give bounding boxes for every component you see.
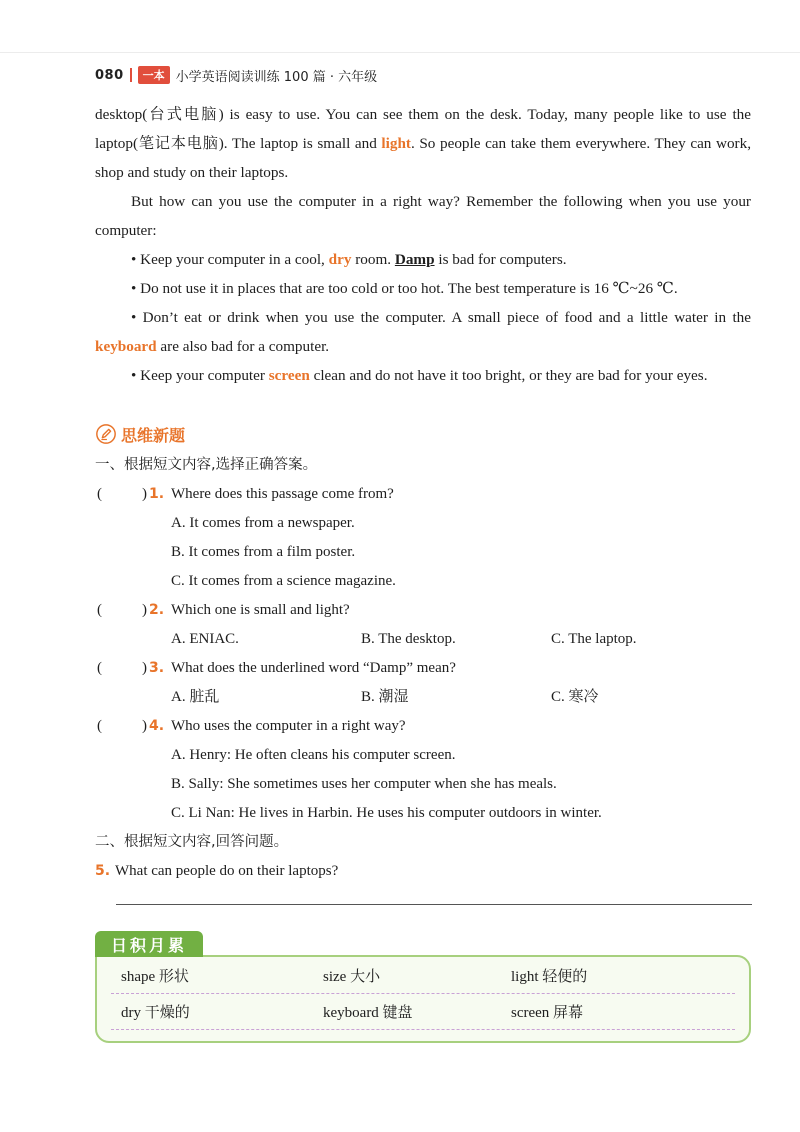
vocab-item: light 轻便的 xyxy=(511,969,588,985)
reading-passage xyxy=(95,100,751,390)
part1-heading: 一、根据短文内容,选择正确答案。 xyxy=(95,457,318,473)
bullet-item-4: • Keep your computer screen clean and do not have it too bright, or they are bad for your eyes. xyxy=(131,367,708,384)
option-1a: A. It comes from a newspaper. xyxy=(171,515,355,531)
passage-paragraph-1: desktop(台式电脑) is easy to use. You can see them on the desk. Today, many people like to use the laptop(笔记本电脑). The laptop is small and light. So people can take them everywhere. They can work, shop and study on their laptops. xyxy=(95,106,752,181)
page-header xyxy=(95,64,377,86)
question-text: What can people do on their laptops? xyxy=(115,863,339,879)
vocab-item: screen 屏幕 xyxy=(511,1005,584,1021)
underlined-word-damp: Damp xyxy=(394,251,435,268)
section-title xyxy=(95,421,185,447)
vocab-item: size 大小 xyxy=(323,969,381,985)
option-3c: C. 寒冷 xyxy=(551,689,599,705)
question-1: ( ) 1. Where does this passage come from? xyxy=(95,480,755,509)
question-number: 4. xyxy=(149,718,165,734)
option-1b: B. It comes from a film poster. xyxy=(171,544,356,560)
question-number: 2. xyxy=(149,602,165,618)
pen-circle-icon xyxy=(95,423,117,445)
keyword-light: light xyxy=(381,135,411,152)
vocabulary-box xyxy=(95,931,751,1043)
passage-paragraph-2: But how can you use the computer in a right way? Remember the following when you use your computer: xyxy=(95,193,751,239)
vocab-row xyxy=(111,997,735,1030)
question-text: What does the underlined word “Damp” mean? xyxy=(171,660,456,676)
option-4b: B. Sally: She sometimes uses her computer when she has meals. xyxy=(171,776,557,792)
question-3: ( ) 3. What does the underlined word “Damp” mean? xyxy=(95,654,755,683)
keyword-screen: screen xyxy=(268,367,310,384)
vocabulary-panel xyxy=(95,955,751,1043)
option-2b: B. The desktop. xyxy=(361,631,456,647)
option-2a: A. ENIAC. xyxy=(171,631,239,647)
vocabulary-title: 日积月累 xyxy=(95,931,203,957)
question-number: 3. xyxy=(149,660,165,676)
question-number: 1. xyxy=(149,486,165,502)
bullet-item-3: • Don’t eat or drink when you use the computer. A small piece of food and a little water in the keyboard are also bad for a computer. xyxy=(95,309,751,355)
vocab-item: shape 形状 xyxy=(121,969,189,985)
keyword-dry: dry xyxy=(328,251,352,268)
exercise-area xyxy=(95,451,755,886)
option-1c: C. It comes from a science magazine. xyxy=(171,573,396,589)
question-4: ( ) 4. Who uses the computer in a right way? xyxy=(95,712,755,741)
option-4a: A. Henry: He often cleans his computer screen. xyxy=(171,747,456,763)
question-text: Who uses the computer in a right way? xyxy=(171,718,406,734)
vocab-item: keyboard 键盘 xyxy=(323,1005,413,1021)
book-title: 小学英语阅读训练 100 篇 · 六年级 xyxy=(175,69,378,85)
part2-heading: 二、根据短文内容,回答问题。 xyxy=(95,834,289,850)
question-text: Which one is small and light? xyxy=(171,602,350,618)
option-3b: B. 潮湿 xyxy=(361,689,409,705)
option-2c: C. The laptop. xyxy=(551,631,637,647)
question-2: ( ) 2. Which one is small and light? xyxy=(95,596,755,625)
question-text: Where does this passage come from? xyxy=(171,486,394,502)
option-4c: C. Li Nan: He lives in Harbin. He uses his computer outdoors in winter. xyxy=(171,805,602,821)
keyword-keyboard: keyboard xyxy=(95,338,157,355)
question-number: 5. xyxy=(95,863,111,879)
bullet-item-1: • Keep your computer in a cool, dry room. Damp is bad for computers. xyxy=(131,251,567,268)
question-5 xyxy=(95,857,755,886)
answer-line[interactable] xyxy=(116,904,752,905)
section-title-text: 思维新题 xyxy=(121,425,186,445)
vocab-row xyxy=(111,961,735,994)
options-3 xyxy=(95,683,755,712)
publisher-logo: 一本 xyxy=(138,66,170,84)
top-rule xyxy=(0,52,800,53)
bullet-item-2: • Do not use it in places that are too cold or too hot. The best temperature is 16 ℃~26 ℃. xyxy=(131,280,678,297)
header-divider xyxy=(130,68,132,82)
option-3a: A. 脏乱 xyxy=(171,689,220,705)
vocab-item: dry 干燥的 xyxy=(121,1005,190,1021)
page-number: 080 xyxy=(95,67,124,83)
options-2 xyxy=(95,625,755,654)
